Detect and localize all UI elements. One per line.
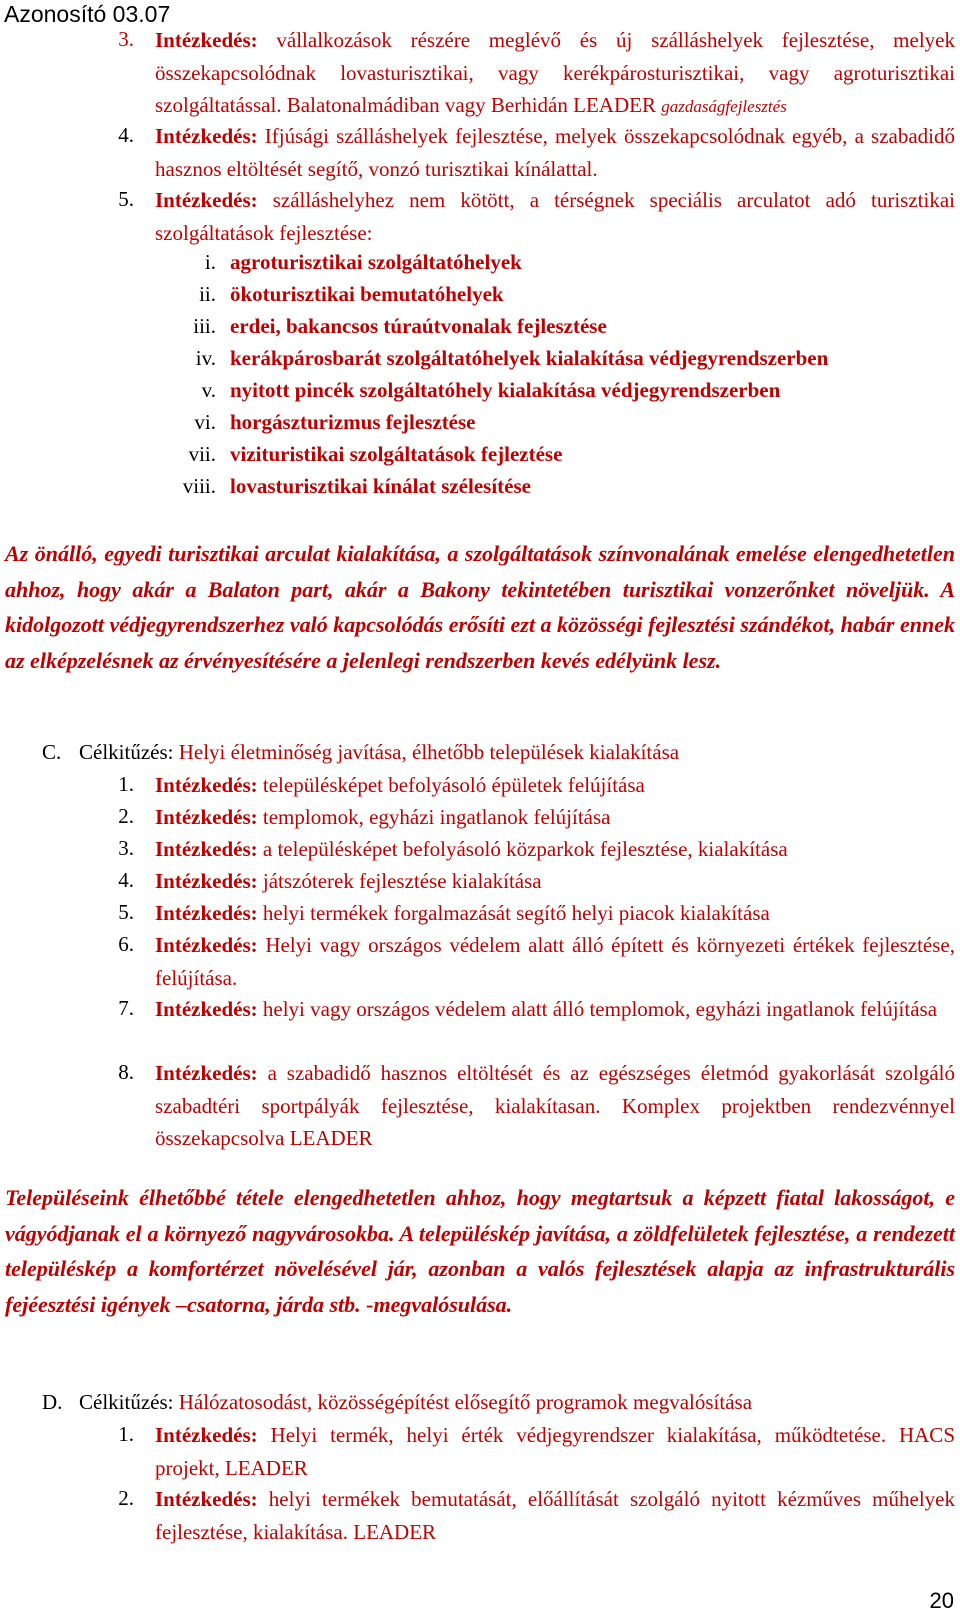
goal-label: Célkitűzés: — [79, 1390, 174, 1414]
measure-text: játszóterek fejlesztése kialakítása — [257, 869, 542, 893]
item-number: 4. — [118, 868, 134, 892]
item-number: 5. — [118, 900, 134, 924]
measure-text: szálláshelyhez nem kötött, a térségnek speciális arculatot adó turisztikai szolgáltatások fejlesztése: — [155, 188, 955, 245]
measure-label: Intézkedés: — [155, 869, 258, 893]
measure-item-d2 — [155, 1483, 955, 1548]
sub-item-text: erdei, bakancsos túraútvonalak fejlesztése — [230, 314, 607, 338]
sub-item-number: vii. — [188, 442, 216, 466]
measure-item-c2 — [155, 801, 955, 834]
measure-item-c5 — [155, 897, 955, 930]
measure-text: Helyi termék, helyi érték védjegyrendszer kialakítása, működtetése. HACS projekt, LEADER — [155, 1423, 955, 1480]
sub-item-text: nyitott pincék szolgáltatóhely kialakítása védjegyrendszerben — [230, 378, 781, 402]
sub-item-number: ii. — [199, 282, 216, 306]
page-number: 20 — [929, 1588, 954, 1613]
sub-item-text: vizituristikai szolgáltatások fejleztése — [230, 442, 563, 466]
measure-text: Helyi vagy országos védelem alatt álló épített és környezeti értékek fejlesztése, felújítása. — [155, 933, 955, 990]
item-number: 8. — [118, 1060, 134, 1084]
measure-item-c7 — [155, 993, 955, 1026]
item-number: 2. — [118, 804, 134, 828]
sub-item-number: iv. — [195, 346, 216, 370]
goal-d-heading — [79, 1390, 752, 1415]
goal-letter: C. — [42, 740, 62, 764]
measure-label: Intézkedés: — [155, 1423, 258, 1447]
goal-letter: D. — [42, 1390, 63, 1414]
goal-label: Célkitűzés: — [79, 740, 174, 764]
goal-c-heading — [79, 740, 679, 765]
measure-text: településképet befolyásoló épületek felújítása — [257, 773, 645, 797]
emphasis-paragraph-2: Településeink élhetőbbé tétele elengedhetetlen ahhoz, hogy megtartsuk a képzett fiatal lakosságot, e vágyódjanak el a környező nagyvárosokba. A településkép javítása, a zöldfelületek fejlesztése, a rendezett településkép a komfortérzet növelésével jár, azonban a valós fejlesztések alapja az infrastrukturális fejéesztési igények –csatorna, járda stb. -megvalósulása. — [5, 1185, 955, 1317]
goal-text: Helyi életminőség javítása, élhetőbb települések kialakítása — [173, 740, 680, 764]
measure-label: Intézkedés: — [155, 933, 258, 957]
item-number: 6. — [118, 932, 134, 956]
measure-text: templomok, egyházi ingatlanok felújítása — [257, 805, 611, 829]
measure-label: Intézkedés: — [155, 188, 258, 212]
measure-label: Intézkedés: — [155, 901, 258, 925]
measure-text: helyi termékek bemutatását, előállítását szolgáló nyitott kézműves műhelyek fejlesztése, kialakítása. LEADER — [155, 1487, 955, 1544]
item-number: 5. — [118, 187, 134, 211]
sub-item-number: iii. — [193, 314, 216, 338]
measure-tail: gazdaságfejlesztés — [661, 97, 787, 116]
sub-item-number: i. — [204, 250, 216, 274]
measure-text: helyi vagy országos védelem alatt álló templomok, egyházi ingatlanok felújítása — [257, 997, 938, 1021]
sub-item-number: viii. — [182, 474, 216, 498]
measure-item-c4 — [155, 865, 955, 898]
measure-label: Intézkedés: — [155, 837, 258, 861]
measure-item-d1 — [155, 1419, 955, 1484]
measure-item-b4 — [155, 120, 955, 185]
item-number: 3. — [118, 836, 134, 860]
document-id: Azonosító 03.07 — [4, 1, 171, 27]
measure-item-b5 — [155, 184, 955, 249]
measure-item-c6 — [155, 929, 955, 994]
item-number: 1. — [118, 1422, 134, 1446]
measure-label: Intézkedés: — [155, 28, 258, 52]
measure-label: Intézkedés: — [155, 773, 258, 797]
measure-text: vállalkozások részére meglévő és új szálláshelyek fejlesztése, melyek összekapcsolódnak lovasturisztikai, vagy kerékpárosturisztikai, vagy agroturisztikai szolgáltatással. Balatonalmádiban vagy Berhidán LEADER — [155, 28, 955, 117]
sub-item-number: vi. — [194, 410, 216, 434]
measure-label: Intézkedés: — [155, 997, 258, 1021]
item-number: 7. — [118, 996, 134, 1020]
measure-text: helyi termékek forgalmazását segítő helyi piacok kialakítása — [257, 901, 770, 925]
sub-item-text: agroturisztikai szolgáltatóhelyek — [230, 250, 522, 274]
measure-label: Intézkedés: — [155, 1061, 258, 1085]
measure-label: Intézkedés: — [155, 1487, 258, 1511]
measure-label: Intézkedés: — [155, 805, 258, 829]
item-number: 4. — [118, 123, 134, 147]
item-number: 2. — [118, 1486, 134, 1510]
item-number: 3. — [118, 27, 134, 51]
measure-item-c3 — [155, 833, 955, 866]
measure-item-c1 — [155, 769, 955, 802]
sub-item-text: ökoturisztikai bemutatóhelyek — [230, 282, 504, 306]
emphasis-paragraph-1: Az önálló, egyedi turisztikai arculat kialakítása, a szolgáltatások színvonalának emelése elengedhetetlen ahhoz, hogy akár a Balaton part, akár a Bakony tekintetében turisztikai vonzerőnket növeljük. A kidolgozott védjegyrendszerhez való kapcsolódás erősíti ezt a közösségi fejlesztési szándékot, habár ennek az elképzelésnek az érvényesítésére a jelenlegi rendszerben kevés edélyünk lesz. — [5, 541, 955, 673]
sub-item-text: horgászturizmus fejlesztése — [230, 410, 476, 434]
measure-text: a településképet befolyásoló közparkok fejlesztése, kialakítása — [257, 837, 788, 861]
measure-item-c8 — [155, 1057, 955, 1155]
sub-item-text: lovasturisztikai kínálat szélesítése — [230, 474, 531, 498]
sub-item-number: v. — [201, 378, 216, 402]
measure-text: Ifjúsági szálláshelyek fejlesztése, melyek összekapcsolódnak egyéb, a szabadidő hasznos eltöltését segítő, vonzó turisztikai kínálattal. — [155, 124, 955, 181]
measure-item-b3 — [155, 24, 955, 124]
measure-text: a szabadidő hasznos eltöltését és az egészséges életmód gyakorlását szolgáló szabadtéri sportpályák fejlesztése, kialakítasan. Komplex projektben rendezvénnyel összekapcsolva LEADER — [155, 1061, 955, 1150]
sub-item-text: kerákpárosbarát szolgáltatóhelyek kialakítása védjegyrendszerben — [230, 346, 829, 370]
measure-label: Intézkedés: — [155, 124, 258, 148]
goal-text: Hálózatosodást, közösségépítést elősegítő programok megvalósítása — [173, 1390, 753, 1414]
item-number: 1. — [118, 772, 134, 796]
